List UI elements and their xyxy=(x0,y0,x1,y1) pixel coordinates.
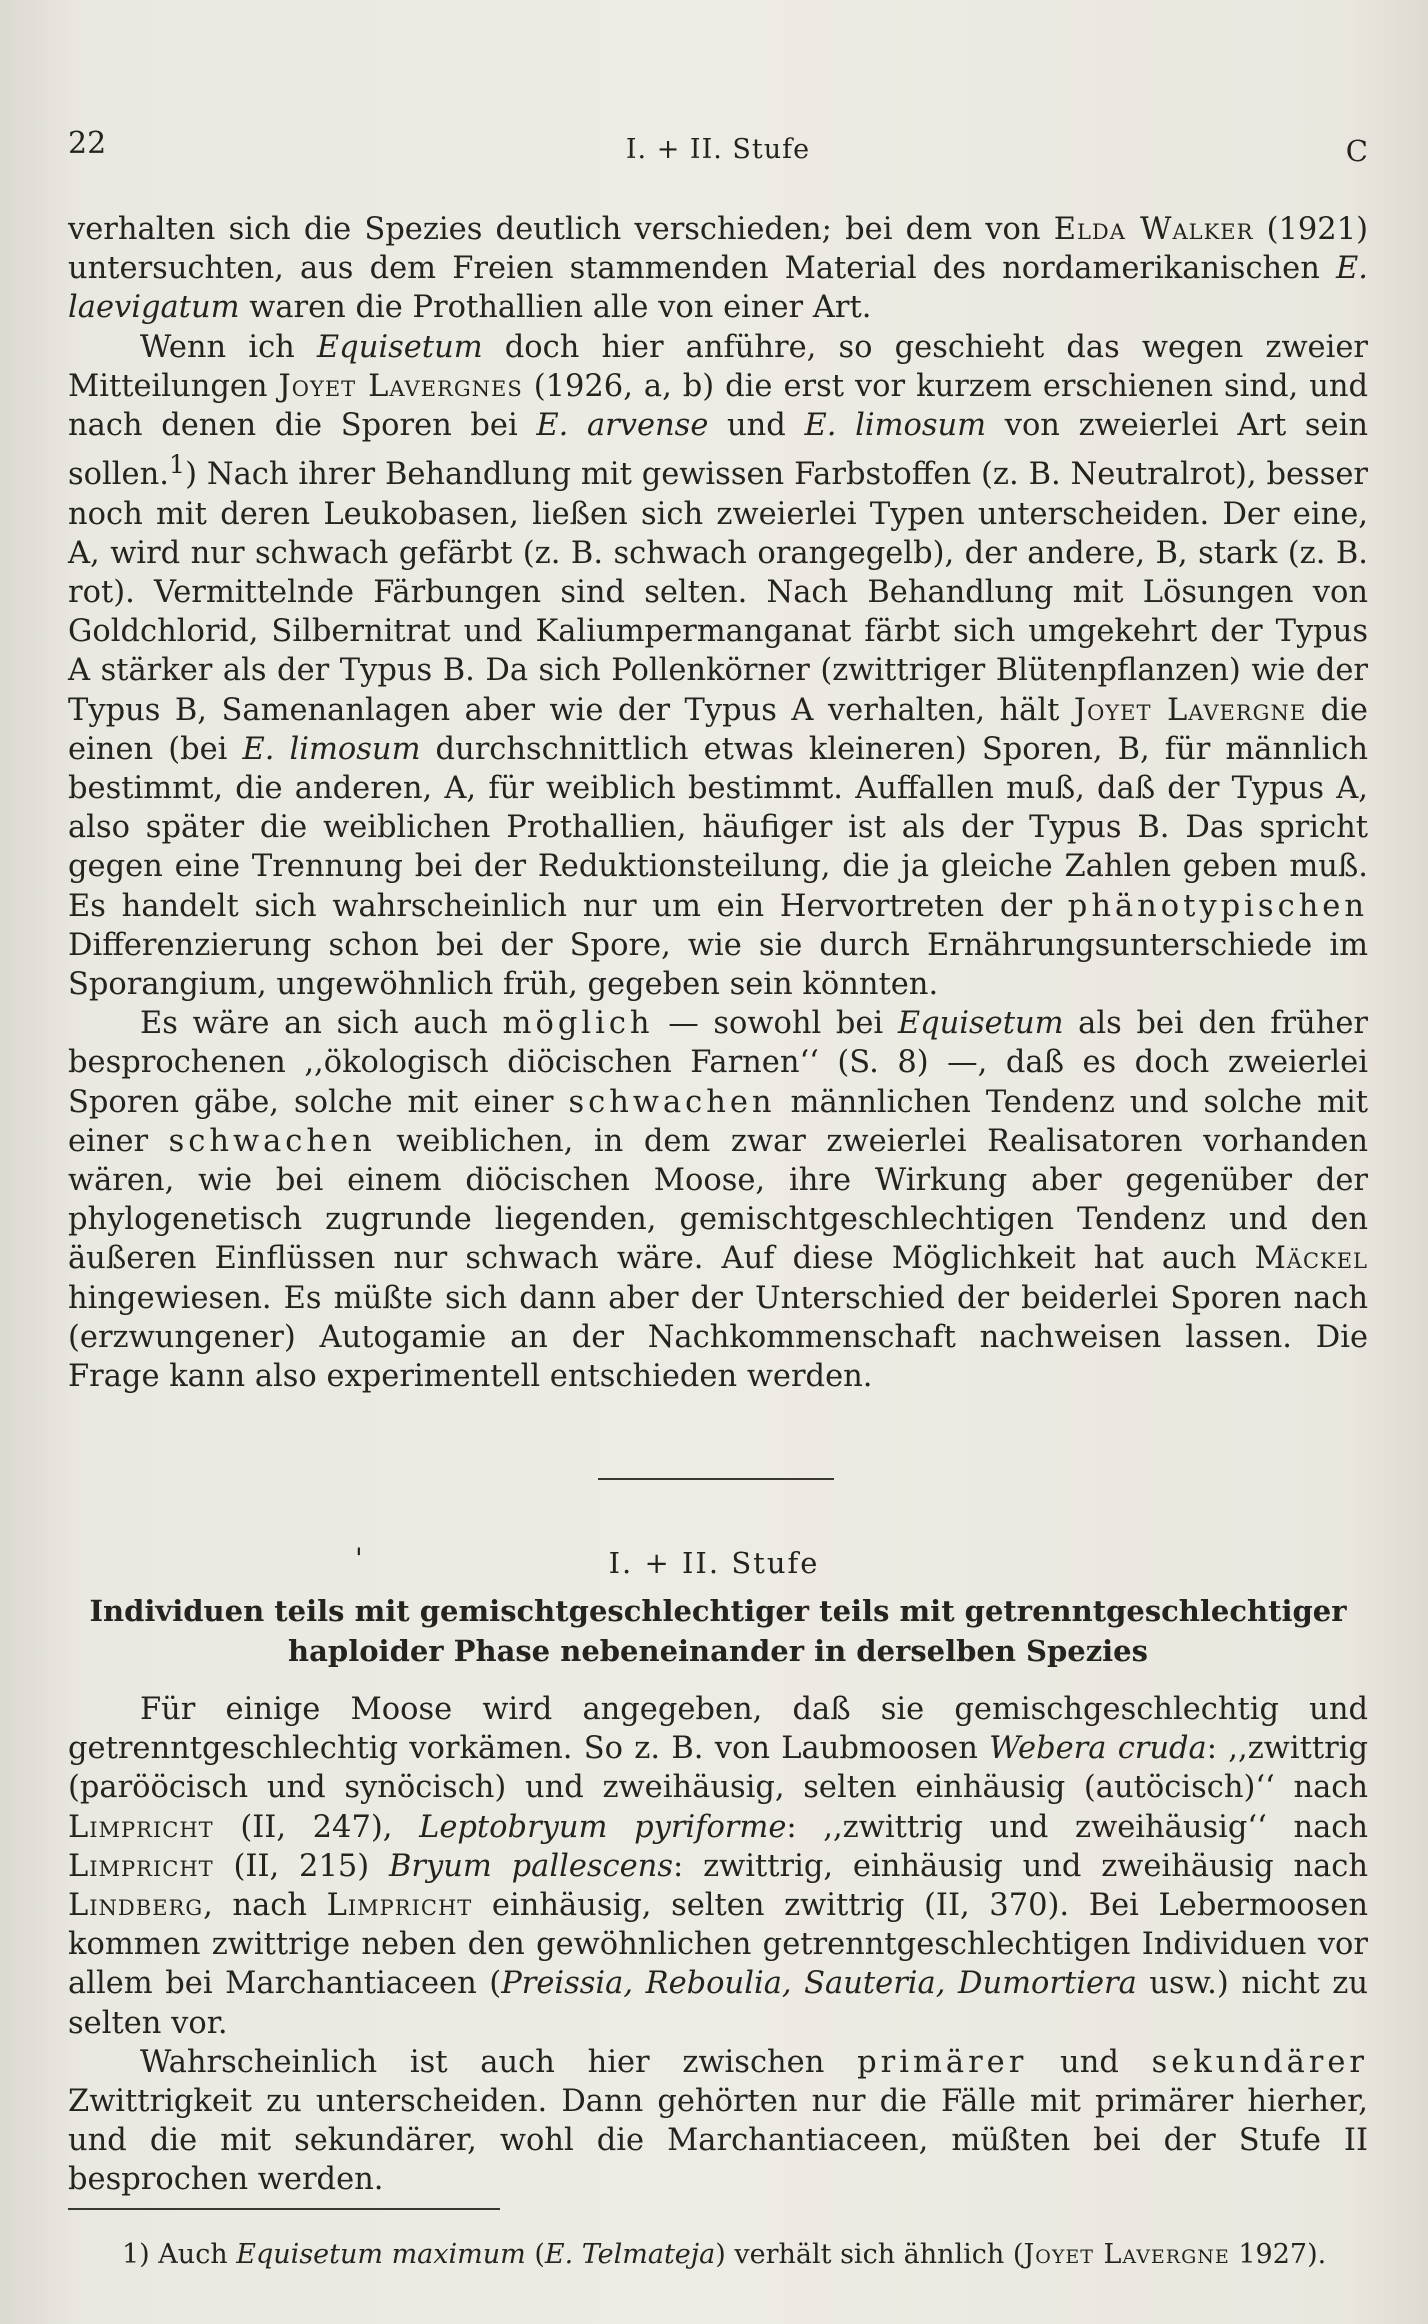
section-title xyxy=(68,1591,1368,1671)
page-header xyxy=(68,126,1368,170)
page-number: 22 xyxy=(68,126,107,161)
paragraph-5: Wahrscheinlich ist auch hier zwischen primärer und sekundärer Zwittrigkeit zu unterscheiden. Dann gehörten nur die Fälle mit primärer hierher, und die mit sekundärer, wohl die Marchantiaceen, müßten bei der Stufe II besprochen werden. xyxy=(68,2044,1368,2198)
body-block-2 xyxy=(68,1690,1368,2200)
section-title-line-2: haploider Phase nebeneinander in derselben Spezies xyxy=(288,1634,1148,1668)
species-name: Bryum pallescens xyxy=(389,1848,673,1884)
author-name: Lindberg xyxy=(68,1888,204,1924)
species-name: E. laevigatum xyxy=(68,251,1368,326)
running-head: I. + II. Stufe xyxy=(625,134,811,165)
emphasis-spaced: sekundärer xyxy=(1151,2044,1368,2080)
author-name: Joyet Lavergne xyxy=(1073,692,1307,728)
species-name: E. limosum xyxy=(804,408,987,444)
footnote-marker: 1) xyxy=(122,2239,150,2270)
section-letter: C xyxy=(1345,134,1368,168)
stage-heading: I. + II. Stufe xyxy=(608,1546,820,1580)
author-name: Mäckel xyxy=(1254,1241,1368,1277)
body-block-1 xyxy=(68,210,1368,1396)
emphasis-spaced: schwachen xyxy=(168,1123,376,1159)
species-name: E. Telmateja xyxy=(544,2239,716,2270)
emphasis-spaced: primärer xyxy=(857,2044,1028,2080)
emphasis-spaced: möglich xyxy=(502,1006,654,1042)
paragraph-3: Es wäre an sich auch möglich — sowohl bei Equisetum als bei den früher besprochenen ,,ökologisch diöcischen Farnen‘‘ (S. 8) —, daß es doch zweierlei Sporen gäbe, solche mit einer schwachen männlichen Tendenz und solche mit einer schwachen weiblichen, in dem zwar zweierlei Realisatoren vorhanden wären, wie bei einem diöcischen Moose, ihre Wirkung aber gegenüber der phylogenetisch zugrunde liegenden, gemischtgeschlechtigen Tendenz und den äußeren Einflüssen nur schwach wäre. Auf diese Möglichkeit hat auch Mäckel hingewiesen. Es müßte sich dann aber der Unterschied der beiderlei Sporen nach (erzwungener) Autogamie an der Nachkommenschaft nachweisen lassen. Die Frage kann also experimentell entschieden werden. xyxy=(68,1006,1369,1395)
genus-list: Preissia, Reboulia, Sauteria, Dumortiera xyxy=(501,1966,1137,2002)
paragraph-1: verhalten sich die Spezies deutlich verschieden; bei dem von Elda Walker (1921) untersuchten, aus dem Freien stammenden Material des nordamerikanischen E. laevigatum waren die Prothallien alle von einer Art. xyxy=(68,212,1368,326)
paragraph-2: Wenn ich Equisetum doch hier anführe, so geschieht das wegen zweier Mitteilungen Joyet Lavergnes (1926, a, b) die erst vor kurzem erschienen sind, und nach denen die Sporen bei E. arvense und E. limosum von zweierlei Art sein sollen.$^1$) Nach ihrer Behandlung mit gewissen Farbstoffen (z. B. Neutralrot), besser noch mit deren Leukobasen, ließen sich zweierlei Typen unterscheiden. Der eine, A, wird nur schwach gefärbt (z. B. schwach orangegelb), der andere, B, stark (z. B. rot). Vermittelnde Färbungen sind selten. Nach Behandlung mit Lösungen von Goldchlorid, Silbernitrat und Kaliumpermanganat färbt sich umgekehrt der Typus A stärker als der Typus B. Da sich Pollenkörner (zwittriger Blütenpflanzen) wie der Typus B, Samenanlagen aber wie der Typus A verhalten, hält Joyet Lavergne die einen (bei E. limosum durchschnittlich etwas kleineren) Sporen, B, für männlich bestimmt, die anderen, A, für weiblich bestimmt. Auffallen muß, daß der Typus A, also später die weiblichen Prothallien, häufiger ist als der Typus B. Das spricht gegen eine Trennung bei der Reduktionsteilung, die ja gleiche Zahlen geben muß. Es handelt sich wahrscheinlich nur um ein Hervortreten der phänotypischen Differenzierung schon bei der Spore, wie sie durch Ernährungsunterschiede im Sporangium, ungewöhnlich früh, gegeben sein könnten. xyxy=(68,329,1369,1003)
species-name: Equisetum maximum xyxy=(236,2239,526,2270)
section-title-line-1: Individuen teils mit gemischtgeschlechtiger teils mit getrenntgeschlechtiger xyxy=(89,1594,1347,1628)
margin-mark: ' xyxy=(355,1542,363,1575)
species-name: E. arvense xyxy=(536,408,709,444)
species-name: Leptobryum pyriforme xyxy=(419,1809,787,1845)
footnote-rule xyxy=(68,2208,500,2210)
author-name: Limpricht xyxy=(68,1809,214,1845)
footnote-ref: 1 xyxy=(168,449,186,480)
author-name: Joyet Lavergne xyxy=(1023,2239,1230,2270)
author-name: Limpricht xyxy=(326,1888,473,1924)
footnote: 1) Auch Equisetum maximum (E. Telmateja) verhält sich ähnlich (Joyet Lavergne 1927). xyxy=(122,2239,1327,2270)
species-name: Webera cruda xyxy=(989,1731,1207,1767)
species-name: E. limosum xyxy=(242,731,421,767)
genus-name: Equisetum xyxy=(897,1006,1064,1042)
genus-name: Equisetum xyxy=(316,329,483,365)
author-name: Joyet Lavergnes xyxy=(278,368,523,404)
author-name: Limpricht xyxy=(68,1848,214,1884)
paragraph-4: Für einige Moose wird angegeben, daß sie gemischgeschlechtig und getrenntgeschlechtig vorkämen. So z. B. von Laubmoosen Webera cruda: ,,zwittrig (parööcisch und synöcisch) und zweihäusig, selten einhäusig (autöcisch)‘‘ nach Limpricht (II, 247), Leptobryum pyriforme: ,,zwittrig und zweihäusig‘‘ nach Limpricht (II, 215) Bryum pallescens: zwittrig, einhäusig und zweihäusig nach Lindberg, nach Limpricht einhäusig, selten zwittrig (II, 370). Bei Lebermoosen kommen zwittrige neben den gewöhnlichen getrenntgeschlechtigen Individuen vor allem bei Marchantiaceen (Preissia, Reboulia, Sauteria, Dumortiera usw.) nicht zu selten vor. xyxy=(68,1692,1369,2041)
emphasis-spaced: schwachen xyxy=(568,1084,776,1120)
author-name: Elda Walker xyxy=(1053,212,1254,247)
section-divider xyxy=(598,1478,834,1480)
emphasis-spaced: phänotypischen xyxy=(1067,888,1368,924)
